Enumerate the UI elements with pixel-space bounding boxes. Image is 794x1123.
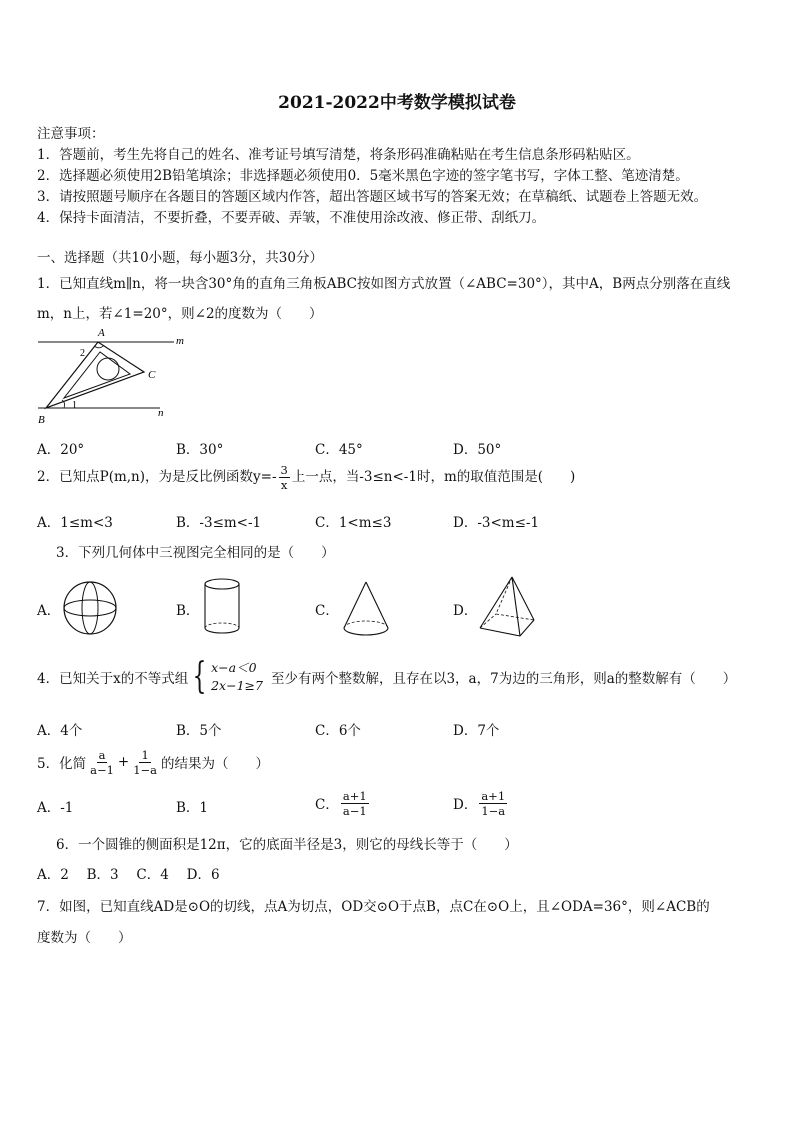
q2-fraction — [279, 463, 290, 492]
question-7-line2: 度数为（ ） — [37, 930, 132, 946]
q3-option-d: D． — [453, 603, 478, 619]
q4-inequality-system: { x−a＜0 2x−1≥7 — [192, 656, 263, 697]
notice-item: 4．保持卡面清洁，不要折叠，不要弄破、弄皱，不准使用涂改液、修正带、刮纸刀。 — [37, 210, 546, 226]
q3-option-c: C． — [315, 603, 339, 619]
fig-label-A: A — [98, 327, 105, 339]
q4-post: 至少有两个整数解，且存在以3，a，7为边的三角形，则a的整数解有（ ） — [270, 671, 737, 687]
cylinder-figure — [200, 576, 244, 638]
q2-option-c: C．1<m≤3 — [315, 515, 392, 531]
q6-options: A．2 B．3 C．4 D．6 — [37, 867, 220, 883]
q1-option-c: C．45° — [315, 442, 363, 458]
cone-figure — [338, 578, 394, 640]
q2-mid: ，为是反比例函数y=- — [145, 469, 277, 485]
q5-option-a: A．-1 — [37, 800, 74, 816]
q2-option-a: A．1≤m<3 — [37, 515, 113, 531]
q5-option-b: B．1 — [176, 800, 209, 816]
notice-heading: 注意事项： — [37, 126, 105, 142]
q5-plus: + — [117, 754, 130, 770]
q4-option-d: D．7个 — [453, 723, 500, 739]
q4-pre: 4．已知关于x的不等式组 — [37, 671, 189, 687]
q3-option-a: A． — [37, 603, 61, 619]
section-heading: 一、选择题（共10小题，每小题3分，共30分） — [37, 250, 323, 266]
fig-label-n: n — [158, 407, 164, 419]
q5-option-d: D． $\frac{a+1}{1-a}$ — [453, 788, 506, 818]
page-title: 2021-2022中考数学模拟试卷 — [278, 93, 516, 113]
q2-pre: 2．已知点P — [37, 469, 109, 485]
question-2 — [37, 463, 575, 492]
fig-label-C: C — [148, 369, 156, 381]
pyramid-figure — [476, 574, 538, 640]
q2-point: (m,n) — [108, 469, 146, 485]
q1-option-d: D．50° — [453, 442, 502, 458]
fig-label-B: B — [38, 414, 45, 426]
q4-option-a: A．4个 — [37, 723, 83, 739]
q4-option-b: B．5个 — [176, 723, 222, 739]
notice-item: 3．请按照题号顺序在各题目的答题区域内作答，超出答题区域书写的答案无效；在草稿纸、试题卷上答题无效。 — [37, 189, 708, 205]
q2-option-b: B．-3≤m<-1 — [176, 515, 262, 531]
q1-triangle-figure — [34, 326, 204, 428]
q4-option-c: C．6个 — [315, 723, 361, 739]
fig-label-m: m — [176, 335, 184, 347]
sphere-figure — [60, 578, 120, 638]
question-4 — [37, 655, 736, 699]
fig-label-angle2: 2 — [80, 348, 85, 359]
question-1-line1: 1．已知直线m∥n，将一块含30°角的直角三角板ABC按如图方式放置（∠ABC=30°），其中A，B两点分别落在直线 — [37, 276, 731, 292]
question-3: 3．下列几何体中三视图完全相同的是（ ） — [56, 545, 335, 561]
q1-option-a: A．20° — [37, 442, 85, 458]
question-5 — [37, 745, 269, 779]
q4-sys-line1: x−a＜0 — [211, 660, 257, 675]
q5-option-c: C． $\frac{a+1}{a-1}$ — [315, 788, 367, 818]
q2-post: 上一点，当-3≤n<-1时，m的取值范围是( ) — [291, 469, 576, 485]
notice-item: 2．选择题必须使用2B铅笔填涂；非选择题必须使用0．5毫米黑色字迹的签字笔书写，字体工整、笔迹清楚。 — [37, 168, 689, 184]
notice-item: 1．答题前，考生先将自己的姓名、准考证号填写清楚，将条形码准确粘贴在考生信息条形码粘贴区。 — [37, 147, 640, 163]
q5-fraction-2: $\frac{1}{1-a}$ — [133, 747, 158, 777]
q5-pre: 5．化简 — [37, 756, 87, 772]
q5-post: 的结果为（ ） — [161, 756, 270, 772]
fig-label-angle1: 1 — [72, 400, 77, 411]
question-7-line1: 7．如图，已知直线AD是⊙O的切线，点A为切点，OD交⊙O于点B，点C在⊙O上，且∠ODA=36°，则∠ACB的 — [37, 899, 710, 915]
question-6: 6．一个圆锥的侧面积是12π，它的底面半径是3，则它的母线长等于（ ） — [56, 837, 518, 853]
q3-option-b: B． — [176, 603, 200, 619]
q2-frac-num: 3 — [280, 463, 288, 477]
q5-fraction-1: $\frac{a}{a-1}$ — [90, 747, 114, 777]
q2-option-d: D．-3<m≤-1 — [453, 515, 540, 531]
q4-sys-line2: 2x−1≥7 — [211, 678, 263, 693]
q1-option-b: B．30° — [176, 442, 224, 458]
question-1-line2: m，n上，若∠1=20°，则∠2的度数为（ ） — [37, 306, 323, 322]
q2-frac-den: x — [280, 478, 288, 492]
